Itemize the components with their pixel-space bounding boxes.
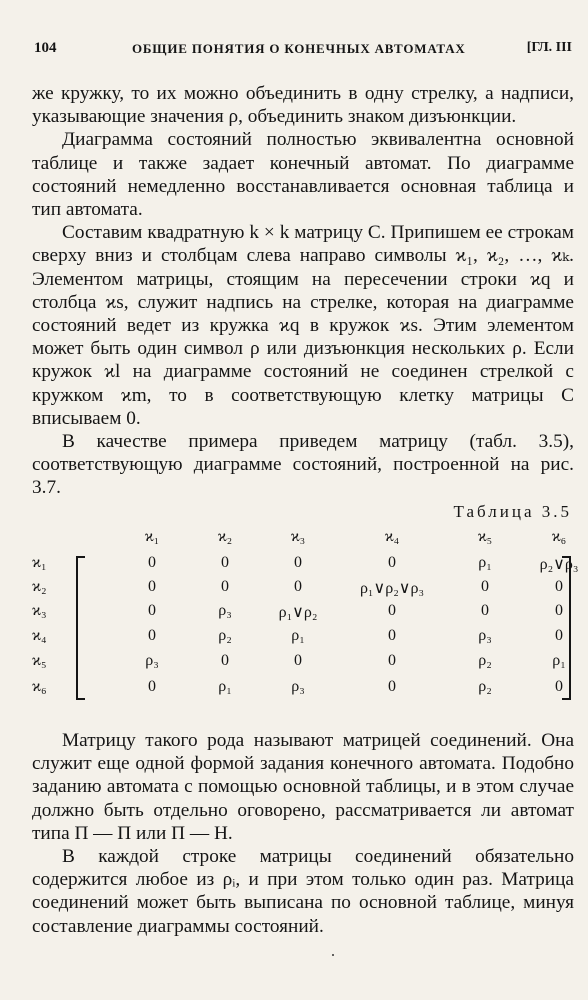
- paragraph-2: Диаграмма состояний полностью эквивалентна основной таблице и также задает конечный автомат. По диаграмме состояний немедленно восстанавливается основная таблица и тип автомата.: [32, 129, 574, 221]
- matrix-cell: 0: [221, 578, 229, 595]
- matrix-cell: 0: [388, 554, 396, 571]
- matrix-cell: 0: [555, 627, 563, 644]
- matrix-cell: ρ₂: [478, 678, 492, 695]
- matrix-cell: ρ₁: [291, 627, 305, 644]
- row-header: ϰ₁: [32, 554, 47, 571]
- row-header: ϰ₆: [32, 678, 47, 695]
- body-text-bottom: [32, 729, 574, 938]
- matrix-cell: 0: [388, 602, 396, 619]
- paragraph-4: В качестве примера приведем матрицу (табл. 3.5), соответствующую диаграмме состояний, построенной на рис. 3.7.: [32, 431, 574, 499]
- matrix-cell: 0: [388, 627, 396, 644]
- row-header: ϰ₅: [32, 652, 47, 669]
- matrix-cell: ρ₁: [218, 678, 232, 695]
- print-speck: [332, 954, 334, 956]
- matrix-cell: 0: [221, 652, 229, 669]
- matrix-cell: ρ₃: [291, 678, 305, 695]
- matrix-cell: 0: [555, 578, 563, 595]
- matrix-cell: 0: [294, 554, 302, 571]
- page-number: 104: [34, 40, 57, 56]
- matrix-cell: 0: [148, 602, 156, 619]
- paragraph-3: Составим квадратную k × k матрицу C. Припишем ее строкам сверху вниз и столбцам слева направо символы ϰ₁, ϰ₂, …, ϰₖ. Элементом матрицы, стоящим на пересечении строки ϰq и столбца ϰs, служит надпись на стрелке, которая на диаграмме состояний ведет из кружка ϰq в кружок ϰs. Этим элементом может быть один символ ρ или дизъюнкция нескольких ρ. Если кружок ϰl на диаграмме состояний не соединен стрелкой с кружком ϰm, то в соответствующую клетку матрицы C вписываем 0.: [32, 222, 574, 429]
- col-header: ϰ₂: [217, 528, 233, 545]
- matrix-cell: 0: [294, 578, 302, 595]
- matrix-cell: ρ₂: [218, 627, 232, 644]
- matrix-cell: 0: [148, 578, 156, 595]
- col-header: ϰ₆: [551, 528, 567, 545]
- matrix-cell: ρ₁∨ρ₂: [278, 604, 318, 621]
- matrix-right-bracket: [562, 556, 571, 700]
- col-header: ϰ₅: [477, 528, 493, 545]
- matrix-cell: 0: [148, 554, 156, 571]
- matrix-cell: 0: [221, 554, 229, 571]
- matrix-cell: 0: [294, 652, 302, 669]
- running-header: [32, 40, 574, 62]
- paragraph-5: Матрицу такого рода называют матрицей соединений. Она служит еще одной формой задания конечного автомата. Подобно заданию автомата с помощью основной таблицы, и в этом случае должно быть отдельно оговорено, рассматривается ли автомат типа П — П или П — Н.: [32, 730, 574, 844]
- matrix-cell: 0: [555, 678, 563, 695]
- matrix-cell: 0: [481, 602, 489, 619]
- row-header: ϰ₃: [32, 602, 47, 619]
- matrix-cell: 0: [148, 678, 156, 695]
- connection-matrix: [32, 528, 579, 708]
- matrix-cell: 0: [388, 652, 396, 669]
- matrix-cell: ρ₁: [552, 652, 566, 669]
- matrix-cell: ρ₁∨ρ₂∨ρ₃: [359, 580, 425, 597]
- row-header: ϰ₄: [32, 627, 47, 644]
- matrix-cell: 0: [388, 678, 396, 695]
- matrix-left-bracket: [76, 556, 85, 700]
- table-caption: Таблица 3.5: [453, 502, 572, 521]
- matrix-cell: ρ₁: [478, 554, 492, 571]
- matrix-cell: ρ₂∨ρ₃: [539, 556, 579, 573]
- body-text-top: [32, 82, 574, 500]
- matrix-cell: 0: [148, 627, 156, 644]
- chapter-label: [ГЛ. III: [526, 40, 572, 55]
- matrix-cell: ρ₃: [145, 652, 159, 669]
- running-title: ОБЩИЕ ПОНЯТИЯ О КОНЕЧНЫХ АВТОМАТАХ: [132, 41, 466, 56]
- matrix-cell: ρ₂: [478, 652, 492, 669]
- matrix-cell: ρ₃: [478, 627, 492, 644]
- matrix-cell: ρ₃: [218, 602, 232, 619]
- paragraph-6: В каждой строке матрицы соединений обязательно содержится любое из ρᵢ, и при этом только один раз. Матрица соединений может быть выписана по основной таблице, минуя составление диаграммы состояний.: [32, 846, 574, 937]
- matrix-cell: 0: [555, 602, 563, 619]
- row-header: ϰ₂: [32, 578, 47, 595]
- col-header: ϰ₃: [290, 528, 306, 545]
- col-header: ϰ₄: [384, 528, 400, 545]
- paragraph-1: же кружку, то их можно объединить в одну стрелку, а надписи, указывающие значения ρ, объединить знаком дизъюнкции.: [32, 83, 574, 128]
- matrix-cell: 0: [481, 578, 489, 595]
- col-header: ϰ₁: [144, 528, 160, 545]
